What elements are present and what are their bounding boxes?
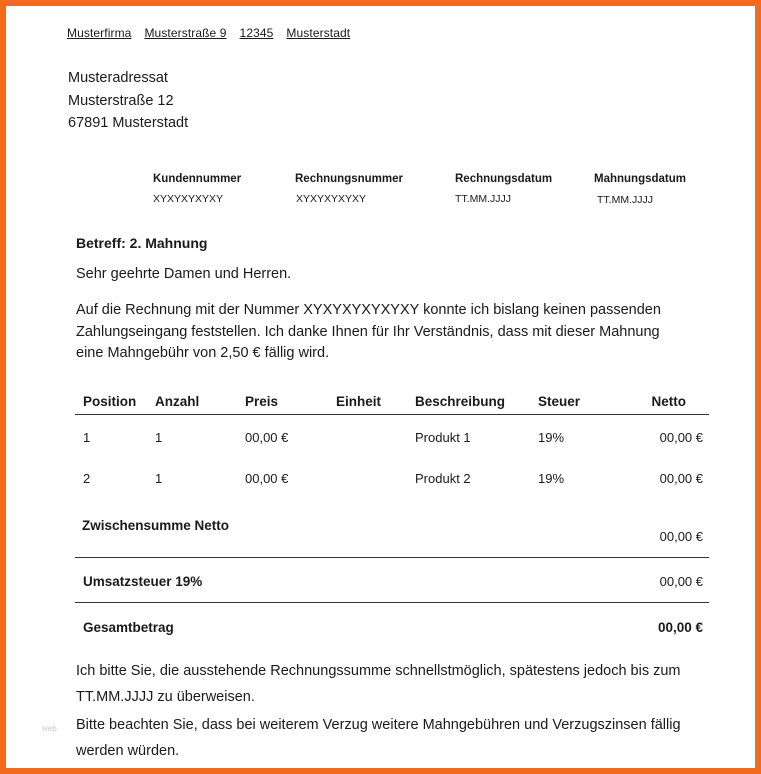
closing-line-3: Bitte beachten Sie, dass bei weiterem Verzug weitere Mahngebühren und Verzugszinsen fällig (76, 717, 681, 733)
cell-price: 00,00 € (245, 430, 289, 445)
cell-net: 00,00 € (659, 471, 703, 486)
meta-label-reminder-date: Mahnungsdatum (594, 173, 686, 185)
subtotal-value: 00,00 € (659, 529, 703, 544)
meta-value-customer-number: XYXYXYXYXY (153, 193, 224, 205)
sender-company: Musterfirma (67, 26, 132, 40)
recipient-street: Musterstraße 12 (68, 93, 174, 109)
header-rule (75, 414, 709, 415)
tax-value: 00,00 € (659, 574, 703, 589)
total-value: 00,00 € (657, 620, 703, 635)
closing-line-1: Ich bitte Sie, die ausstehende Rechnungssumme schnellstmöglich, spätestens jedoch bis zum (76, 663, 681, 679)
sender-city: Musterstadt (286, 26, 351, 40)
subtotal-label: Zwischensumme Netto (82, 518, 230, 533)
cell-quantity: 1 (155, 430, 163, 445)
meta-label-invoice-number: Rechnungsnummer (295, 173, 403, 185)
sender-zip: 12345 (239, 26, 274, 40)
header-position: Position (83, 394, 137, 409)
recipient-name: Musteradressat (68, 70, 168, 86)
header-net: Netto (651, 394, 686, 409)
watermark: web (42, 724, 57, 733)
recipient-city: 67891 Musterstadt (68, 115, 189, 131)
closing-line-2: TT.MM.JJJJ zu überweisen. (76, 689, 255, 705)
header-unit: Einheit (336, 394, 382, 409)
tax-label: Umsatzsteuer 19% (83, 574, 203, 589)
tax-rule (75, 602, 709, 603)
closing-line-4: werden würden. (76, 743, 180, 759)
meta-label-customer-number: Kundennummer (153, 173, 242, 185)
meta-label-invoice-date: Rechnungsdatum (455, 173, 553, 185)
subject: Betreff: 2. Mahnung (76, 235, 208, 251)
cell-tax: 19% (538, 471, 565, 486)
meta-value-invoice-number: XYXYXYXYXY (296, 193, 367, 205)
header-tax: Steuer (538, 394, 581, 409)
header-quantity: Anzahl (155, 394, 200, 409)
header-description: Beschreibung (415, 394, 506, 409)
intro-line-2: Zahlungseingang feststellen. Ich danke Ihnen für Ihr Verständnis, dass mit dieser Mahnung (76, 324, 660, 340)
cell-description: Produkt 1 (415, 430, 471, 445)
total-label: Gesamtbetrag (83, 620, 174, 635)
intro-line-3: eine Mahngebühr von 2,50 € fällig wird. (76, 345, 330, 361)
meta-value-invoice-date: TT.MM.JJJJ (455, 193, 511, 205)
sender-line (67, 26, 350, 40)
cell-position: 1 (83, 430, 91, 445)
header-price: Preis (245, 394, 279, 409)
cell-price: 00,00 € (245, 471, 289, 486)
cell-quantity: 1 (155, 471, 163, 486)
cell-position: 2 (83, 471, 91, 486)
cell-tax: 19% (538, 430, 565, 445)
cell-net: 00,00 € (659, 430, 703, 445)
intro-line-1: Auf die Rechnung mit der Nummer XYXYXYXYXYXY konnte ich bislang keinen passenden (76, 302, 661, 318)
letter-page (6, 6, 755, 768)
cell-description: Produkt 2 (415, 471, 471, 486)
subtotal-rule (75, 557, 709, 558)
sender-street: Musterstraße 9 (144, 26, 227, 40)
salutation: Sehr geehrte Damen und Herren. (76, 266, 292, 282)
meta-value-reminder-date: TT.MM.JJJJ (597, 194, 653, 206)
